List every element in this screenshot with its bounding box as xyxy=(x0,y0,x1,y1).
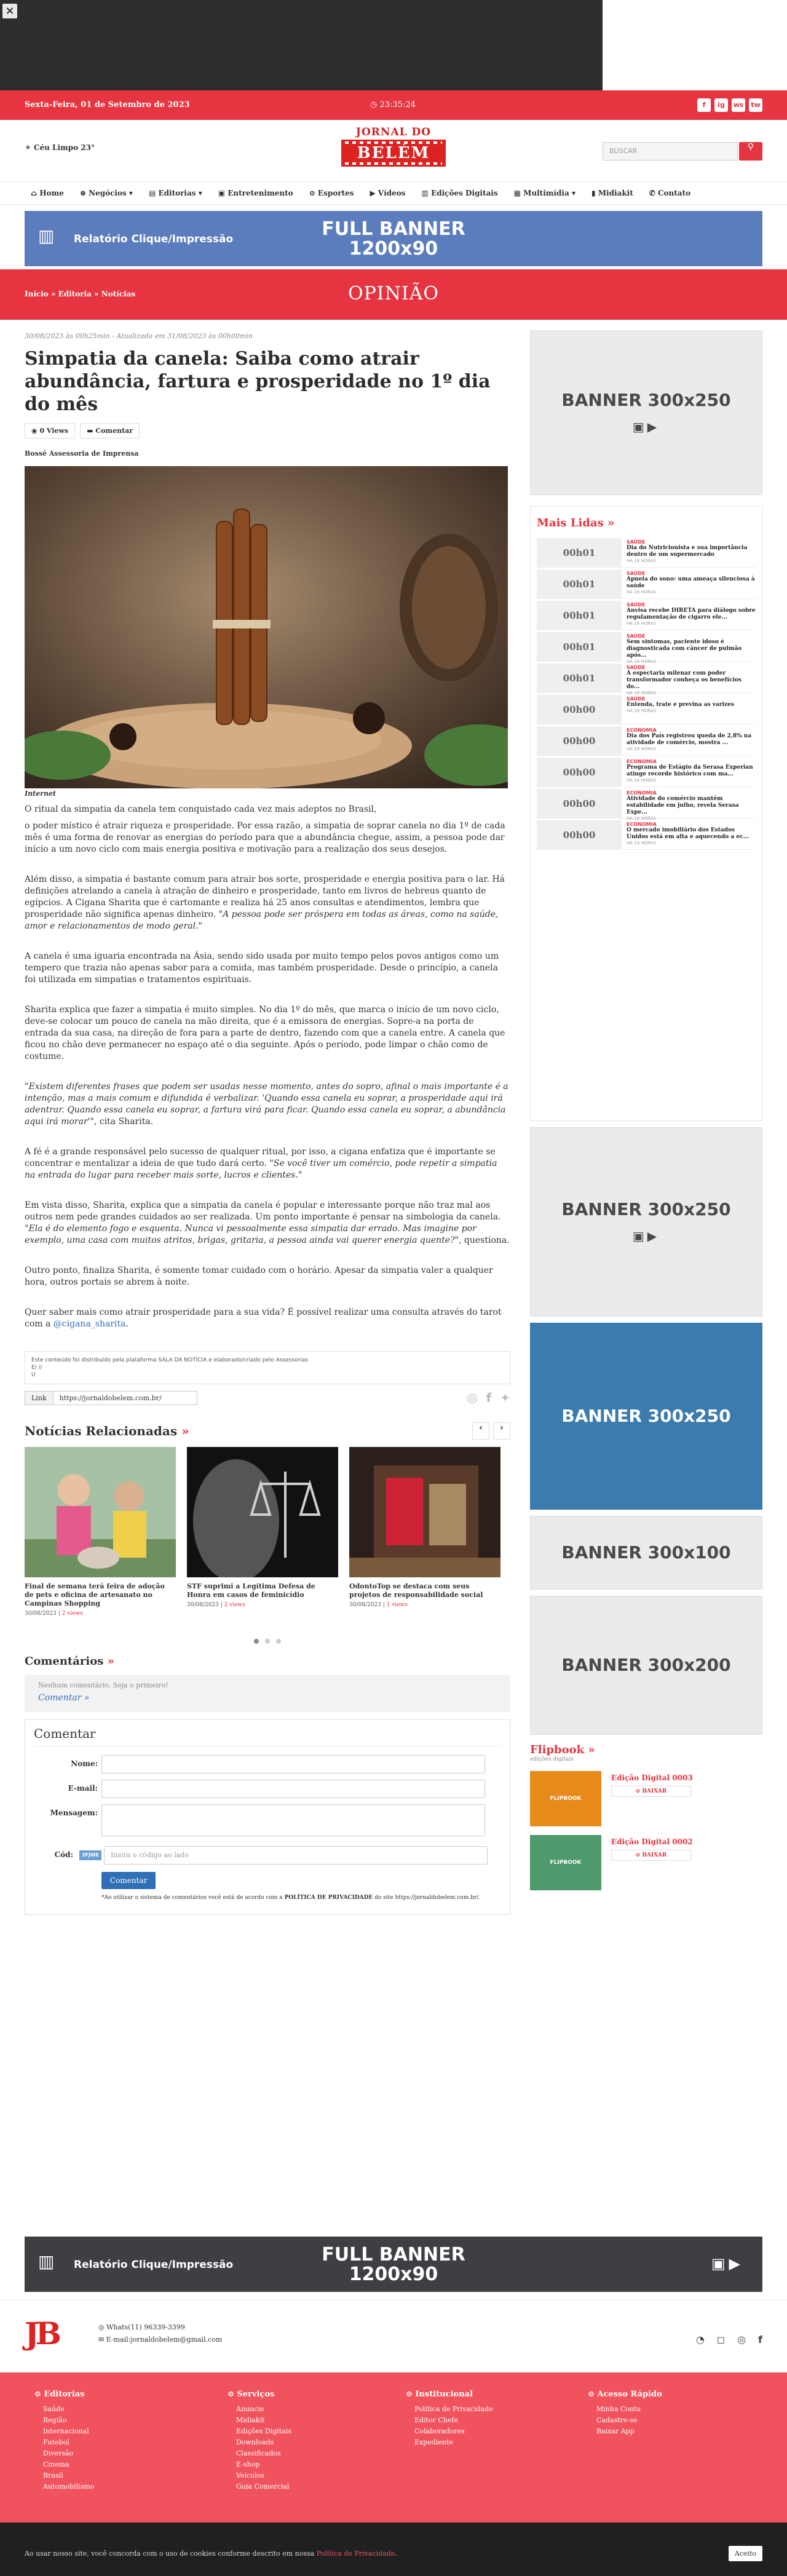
comment-icon: ▬ xyxy=(87,427,96,435)
facebook-share-icon[interactable]: f xyxy=(486,1390,492,1405)
footer-link[interactable]: Cadastre-se xyxy=(596,2416,638,2424)
chart-icon: ▥ xyxy=(38,226,55,246)
footer-column xyxy=(588,2390,662,2437)
twitter-icon[interactable]: tw xyxy=(749,98,762,112)
most-read-ago: HÁ 18 HORAS xyxy=(627,691,656,696)
most-read-ago: HÁ 18 HORAS xyxy=(627,621,656,626)
footer-links xyxy=(0,2372,787,2522)
most-read-category: SAÚDE xyxy=(627,602,646,608)
current-time: ◷ 23:35:24 xyxy=(370,100,416,109)
most-read-item[interactable] xyxy=(537,632,756,662)
instagram-handle-link[interactable]: @cigana_sharita xyxy=(53,1319,126,1329)
footer-link[interactable]: Veículos xyxy=(236,2471,264,2479)
most-read-headline: Apneia do sono: uma ameaça silenciosa à saúde xyxy=(627,576,755,589)
current-date: Sexta-Feira, 01 de Setembro de 2023 xyxy=(25,100,190,109)
facebook-icon[interactable]: f xyxy=(758,2334,762,2345)
related-card-image xyxy=(25,1447,176,1577)
most-read-time: 00h00 xyxy=(537,758,622,787)
related-carousel xyxy=(25,1447,510,1617)
top-strip xyxy=(0,90,787,120)
search-button[interactable] xyxy=(739,142,762,161)
most-read-time: 00h00 xyxy=(537,695,622,724)
full-banner-bottom[interactable]: ▥ Relatório Clique/Impressão FULL BANNER 1200x90 ▣▶ xyxy=(25,2237,762,2292)
most-read-panel xyxy=(530,506,762,1121)
carousel-dot[interactable] xyxy=(276,1639,281,1644)
related-card[interactable]: Final de semana terá feira de adoção de pets e oficina de artesanato no Campinas Shopping 30/08/2023 | 2 views xyxy=(25,1447,176,1617)
footer-link[interactable]: Edições Digitais xyxy=(236,2427,292,2435)
footer-link[interactable]: Futebol xyxy=(43,2438,69,2446)
most-read-category: SAÚDE xyxy=(627,571,646,576)
flipbook-item[interactable]: FLIPBOOK Edição Digital 0002 ⊙ BAIXAR xyxy=(530,1835,762,1890)
footer-top xyxy=(0,2300,787,2372)
most-read-time: 00h00 xyxy=(537,820,622,849)
eye-icon: ◉ xyxy=(31,427,40,435)
footer-link[interactable]: Baixar App xyxy=(596,2427,635,2435)
footer-link[interactable]: Classificados xyxy=(236,2449,281,2457)
banner-300x100[interactable]: BANNER 300x100 xyxy=(530,1516,762,1590)
social-links xyxy=(697,98,762,112)
footer-link[interactable]: Automobilismo xyxy=(43,2483,95,2491)
most-read-item[interactable] xyxy=(537,664,756,696)
footer-link[interactable]: Saúde xyxy=(43,2405,65,2413)
nav-home[interactable]: ⌂ Home xyxy=(31,189,64,197)
footer-column xyxy=(227,2390,291,2492)
article-body: O ritual da simpatia da canela tem conquistado cada vez mais adeptos no Brasil, o poder místico é atrair riqueza e prosperidade. Por essa razão, a simpatia de soprar canela no dia 1º de cada mês é uma forma de renovar as energias do período para que a abundância chegue, assim, a pessoa pode dar início a um novo ciclo com mais energia positiva e motivação para a realização dos seus desejos. Além disso, a simpatia é bastante comum para atrair bos sorte, prosperidade e energia positiva para o lar. Há definições atrelando a canela à atração de dinheiro e prosperidade, tanto em livros de hebreus quanto de egípcios. A Cigana Sharita que é cartomante e realiza há 25 anos consultas e atendimentos, lembra que prosperidade não significa apenas dinheiro. "A pessoa pode ser próspera em todas as áreas, como na saúde, amor e relacionamentos de modo geral." A canela é uma iguaria encontrada na Ásia, sendo sido usada por muito tempo pelos povos antigos como um tempero que trazia não apenas sabor para a comida, mas também prosperidade. Desde o princípio, a canela foi utilizada em simpatias e tratamentos espirituais. Sharita explica que fazer a simpatia é muito simples. No dia 1º do mês, que marca o início de um novo ciclo, deve-se colocar um pouco de canela na mão direita, que é a emissora de energias. Sopre-a na porta de entrada da sua casa, na direção de fora para a parte de dentro, fazendo com que a canela entre. A canela que ficou no chão deve permanecer no espaço até o dia seguinte. Após o período, pode limpar o chão como de costume. "Existem diferentes frases que podem ser usadas nesse momento, antes do sopro, afinal o mais importante é a intenção, mas a mais comum e difundida é verbalizar. 'Quando essa canela eu soprar, a prosperidade aqui irá adentrar. Quando essa canela eu soprar, a fartura virá para ficar. Quando essa canela eu soprar, a abundância aqui irá morar'", cita Sharita. A fé é a grande responsável pelo sucesso de qualquer ritual, por isso, a cigana enfatiza que é importante se concentrar e mentalizar a ideia de que tudo dará certo. "Se você tiver um comércio, pode repetir a simpatia na entrada do lugar para receber mais sorte, lucros e clientes." Em vista disso, Sharita, explica que a simpatia da canela é popular e interessante porque não traz mal aos outros nem pede grandes cuidados ao ser realizada. Um ponto importante é pensar na simbologia da canela. "Ela é do elemento fogo e esquenta. Nunca vi pessoalmente essa simpatia dar errado. Mas imagine por exemplo, uma casa com muitos atritos, brigas, gritaria, a pessoa ainda vai querer energia quente?", questiona. Outro ponto, finaliza Sharita, é somente tomar cuidado com o horário. Apesar da simpatia valer a qualquer hora, outros portais se abrem à noite. Quer saber mais como atrair prosperidade para a sua vida? É possível realizar uma consulta através do tarot com a @cigana_sharita. xyxy=(25,804,510,1329)
most-read-category: SAÚDE xyxy=(627,696,646,702)
most-read-headline: Programa de Estágio da Serasa Experian atinge recorde histórico com ma... xyxy=(627,764,753,777)
privacy-link[interactable]: Política de Privacidade xyxy=(316,2550,395,2558)
footer-social xyxy=(696,2334,762,2345)
instagram-icon[interactable]: ig xyxy=(714,98,728,112)
most-read-headline: Dia do Nutricionista e sua importância dentro de um supermercado xyxy=(627,545,748,558)
most-read-headline: Atividade do comércio mantém estabilidade em julho, revela Serasa Expe... xyxy=(627,796,739,815)
carousel-next-button[interactable]: › xyxy=(493,1422,510,1440)
most-read-category: ECONOMIA xyxy=(627,727,657,733)
article xyxy=(25,332,510,1915)
flipbook-item[interactable]: FLIPBOOK Edição Digital 0003 ⊙ BAIXAR xyxy=(530,1771,762,1826)
name-field[interactable] xyxy=(101,1755,485,1773)
close-icon[interactable]: × xyxy=(2,4,17,18)
most-read-item[interactable] xyxy=(537,820,756,850)
footer-link[interactable]: Guia Comercial xyxy=(236,2483,290,2491)
main-nav xyxy=(0,181,787,205)
message-field[interactable] xyxy=(101,1804,485,1836)
most-read-ago: HÁ 18 HORAS xyxy=(627,659,656,664)
footer-link[interactable]: Internacional xyxy=(43,2427,89,2435)
policy-note: *Ao utilizar o sistema de comentários você está de acordo com a POLÍTICA DE PRIVACIDADE do site https://jornaldobelem.com.br/. xyxy=(101,1895,481,1901)
rss-icon[interactable]: ◔ xyxy=(695,2334,705,2345)
site-header xyxy=(0,120,787,181)
comments-box: Nenhum comentário, Seja o primeiro! Comentar » xyxy=(25,1675,510,1712)
twitter-share-icon[interactable]: ✦ xyxy=(500,1390,510,1405)
captcha-image: 3FJWE xyxy=(79,1850,101,1860)
cookie-banner: Ao usar nosso site, você concorda com o uso de cookies conforme descrito em nossa Política de Privacidade. Aceito xyxy=(0,2522,787,2576)
source-notice: Este conteúdo foi distribuído pela plataforma SALA DA NOTÍCIA e elaborado/criado pelo Assessorias E/ // U xyxy=(25,1351,510,1384)
nav-multimidia[interactable]: ▦ Multimídia ▾ xyxy=(513,189,575,197)
nav-contato[interactable]: ✆ Contato xyxy=(649,189,691,197)
section-title: OPINIÃO xyxy=(348,283,439,304)
related-card[interactable]: OdontoTop se destaca com seus projetos de responsabilidade social 30/08/2023 | 1 views xyxy=(349,1447,500,1617)
sun-icon: ☀ xyxy=(25,143,34,152)
footer-link[interactable]: E-shop xyxy=(236,2460,260,2468)
most-read-time: 00h00 xyxy=(537,789,622,818)
banner-300x250[interactable]: BANNER 300x250 ▣▶ xyxy=(530,1127,762,1317)
footer-column-title: ⊙ Acesso Rápido xyxy=(588,2390,662,2399)
carousel-dots xyxy=(25,1639,510,1644)
nav-entretenimento[interactable]: ▣ Entretenimento xyxy=(218,189,293,197)
most-read-headline: Entenda, trate e previna as varizes xyxy=(627,702,734,708)
most-read-category: SAÚDE xyxy=(627,539,646,545)
most-read-item[interactable] xyxy=(537,601,756,630)
most-read-headline: Dia dos País registrou queda de 2,8% na atividade de comércio, mostra ... xyxy=(627,733,752,746)
most-read-item[interactable] xyxy=(537,789,756,821)
share-buttons xyxy=(467,1390,510,1405)
related-title: Notícias Relacionadas » xyxy=(25,1424,189,1438)
footer-link[interactable]: Região xyxy=(43,2416,67,2424)
flipbook-panel: Flipbook » edições digitais FLIPBOOK Edição Digital 0003 ⊙ BAIXAR FLIPBOOK Edição Digital 0002 ⊙ BAIXAR xyxy=(530,1743,762,1890)
accept-cookies-button[interactable]: Aceito xyxy=(729,2546,762,2561)
views-badge: ◉ 0 Views xyxy=(25,423,75,438)
footer-link[interactable]: Diversão xyxy=(43,2449,74,2457)
whatsapp-icon[interactable]: ◎ xyxy=(737,2334,746,2345)
nav-esportes[interactable]: ⊙ Esportes xyxy=(309,189,354,197)
comments-title: Comentários » xyxy=(25,1655,114,1668)
most-read-ago: HÁ 18 HORAS xyxy=(627,708,656,713)
site-logo[interactable] xyxy=(332,126,455,174)
footer-column-title: ⊙ Editorias xyxy=(34,2390,85,2399)
captcha-field[interactable]: Insira o código ao lado xyxy=(104,1846,488,1865)
related-card[interactable]: STF suprimi a Legítima Defesa de Honra em casos de feminicídio 30/08/2023 | 2 views xyxy=(187,1447,338,1617)
most-read-ago: HÁ 18 HORAS xyxy=(627,747,656,751)
media-icons: ▣▶ xyxy=(632,419,660,434)
clock-icon: ◷ xyxy=(370,100,380,109)
most-read-headline: Anvisa recebe DIRETA para diálogo sobre regulamentação de cigarro ele... xyxy=(627,608,756,620)
carousel-dot[interactable] xyxy=(254,1639,259,1644)
comment-link[interactable]: Comentar » xyxy=(38,1693,90,1703)
most-read-item[interactable] xyxy=(537,726,756,756)
instagram-icon[interactable]: ◻ xyxy=(716,2334,726,2345)
related-card-image xyxy=(349,1447,500,1577)
download-button[interactable]: ⊙ BAIXAR xyxy=(611,1850,691,1861)
most-read-headline: Sem sintomas, paciente idoso é diagnosticada com câncer de pulmão após... xyxy=(627,639,742,659)
footer-link[interactable]: Colaboradores xyxy=(414,2427,465,2435)
most-read-item[interactable] xyxy=(537,695,756,724)
footer-link[interactable]: Editor Chefe xyxy=(414,2416,458,2424)
email-field[interactable] xyxy=(101,1780,485,1798)
footer-link[interactable]: Minha Conta xyxy=(596,2405,641,2413)
footer-column-title: ⊙ Institucional xyxy=(406,2390,473,2399)
most-read-category: ECONOMIA xyxy=(627,790,657,796)
facebook-icon[interactable]: f xyxy=(697,98,711,112)
nav-edicoes[interactable]: ▥ Edições Digitais xyxy=(421,189,498,197)
photo-caption: Internet xyxy=(25,790,57,798)
carousel-dot[interactable] xyxy=(265,1639,270,1644)
most-read-time: 00h00 xyxy=(537,726,622,755)
comment-form: Comentar Nome: E-mail: Mensagem: Cód: 3FJWE Insira o código ao lado Comentar *Ao utilizar o sistema de comentários você está de acordo com a POLÍTICA DE PRIVACIDADE do site https://jornaldobelem.com.br/. xyxy=(25,1719,510,1915)
nav-editorias[interactable]: ▤ Editorias ▾ xyxy=(148,189,202,197)
logo-top-text: JORNAL DO xyxy=(355,126,432,138)
banner-label: BANNER 300x250 xyxy=(561,390,731,410)
footer-link[interactable]: Midiakit xyxy=(236,2416,265,2424)
article-title: Simpatia da canela: Saiba como atrair abundância, fartura e prosperidade no 1º dia do mês xyxy=(25,348,491,415)
footer-column-title: ⊙ Serviços xyxy=(227,2390,275,2399)
most-read-time: 00h01 xyxy=(537,538,622,567)
article-author: Bossé Assessoria de Imprensa xyxy=(25,450,139,458)
footer-column xyxy=(406,2390,493,2448)
nav-midiakit[interactable]: ▮ Midiakit xyxy=(591,189,633,197)
most-read-time: 00h01 xyxy=(537,664,622,692)
logo-main-text: BELÉM xyxy=(341,140,446,167)
sidebar xyxy=(530,330,762,1890)
most-read-ago: HÁ 18 HORAS xyxy=(627,816,656,821)
whatsapp-icon: ◎ xyxy=(98,2323,107,2331)
article-photo xyxy=(25,466,508,788)
most-read-headline: O mercado imobiliário dos Estados Unidos está em alta e aquecendo a ec... xyxy=(627,827,749,840)
carousel-prev-button[interactable]: ‹ xyxy=(472,1422,489,1440)
breadcrumb: Início » Editoria » Notícias xyxy=(25,290,136,298)
link-label: Link xyxy=(25,1391,53,1405)
flipbook-thumb: FLIPBOOK xyxy=(530,1835,601,1890)
most-read-time: 00h01 xyxy=(537,632,622,661)
most-read-category: SAÚDE xyxy=(627,665,646,670)
most-read-time: 00h01 xyxy=(537,601,622,630)
footer-link[interactable]: Anuncie xyxy=(236,2405,264,2413)
full-banner-top[interactable]: ▥ Relatório Clique/Impressão FULL BANNER 1200x90 xyxy=(25,211,762,266)
most-read-ago: HÁ 18 HORAS xyxy=(627,778,656,783)
download-button[interactable]: ⊙ BAIXAR xyxy=(611,1786,691,1797)
footer-link[interactable]: Brasil xyxy=(43,2471,63,2479)
most-read-item[interactable] xyxy=(537,538,756,568)
banner-300x200[interactable]: BANNER 300x200 xyxy=(530,1596,762,1735)
chart-icon: ▥ xyxy=(38,2251,55,2272)
most-read-category: ECONOMIA xyxy=(627,822,657,827)
comment-button[interactable]: ▬ Comentar xyxy=(80,423,140,438)
search-icon: ⚲ xyxy=(747,142,754,152)
most-read-ago: HÁ 18 HORAS xyxy=(627,558,656,563)
footer-link[interactable]: Cinema xyxy=(43,2460,69,2468)
section-header xyxy=(0,269,787,320)
most-read-category: SAÚDE xyxy=(627,633,646,639)
search-input[interactable]: BUSCAR xyxy=(603,142,738,161)
overlay-ad xyxy=(0,0,603,90)
footer-link[interactable]: Política de Privacidade xyxy=(414,2405,493,2413)
most-read-ago: HÁ 18 HORAS xyxy=(627,590,656,595)
media-icons: ▣▶ xyxy=(711,2255,744,2272)
most-read-time: 00h01 xyxy=(537,569,622,598)
most-read-item[interactable] xyxy=(537,569,756,599)
footer-contacts: ◎ Whats(11) 96339-3399 ✉ E-mail:jornaldobelem@gmail.com xyxy=(98,2323,223,2344)
footer-link[interactable]: Expediente xyxy=(414,2438,453,2446)
weather: ☀ Céu Limpo 23° xyxy=(25,143,95,152)
most-read-ago: HÁ 18 HORAS xyxy=(627,841,656,846)
footer-logo[interactable]: JB xyxy=(25,2315,58,2352)
whatsapp-share-icon[interactable]: ◎ xyxy=(467,1390,478,1405)
most-read-headline: A espectaria milenar com poder transformador conheça os benefícios do... xyxy=(627,670,742,690)
nav-negocios[interactable]: ⊕ Negócios ▾ xyxy=(79,189,133,197)
article-meta: 30/08/2023 às 00h25min - Atualizada em 31/08/2023 às 00h00min xyxy=(25,332,253,340)
most-read-title: Mais Lidas » xyxy=(537,517,615,529)
submit-comment-button[interactable]: Comentar xyxy=(101,1872,156,1889)
footer-column xyxy=(34,2390,94,2492)
most-read-item[interactable] xyxy=(537,758,756,787)
related-card-image xyxy=(187,1447,338,1577)
banner-300x250[interactable] xyxy=(530,330,762,495)
whatsapp-icon[interactable]: ws xyxy=(732,98,745,112)
banner-300x250-blue[interactable]: BANNER 300x250 xyxy=(530,1323,762,1510)
mail-icon: ✉ xyxy=(98,2336,106,2344)
footer-link[interactable]: Downloads xyxy=(236,2438,274,2446)
most-read-category: ECONOMIA xyxy=(627,759,657,764)
nav-videos[interactable]: ▶ Vídeos xyxy=(370,189,406,197)
link-url-field[interactable]: https://jornaldobelem.com.br/ xyxy=(53,1391,197,1405)
flipbook-thumb: FLIPBOOK xyxy=(530,1771,601,1826)
